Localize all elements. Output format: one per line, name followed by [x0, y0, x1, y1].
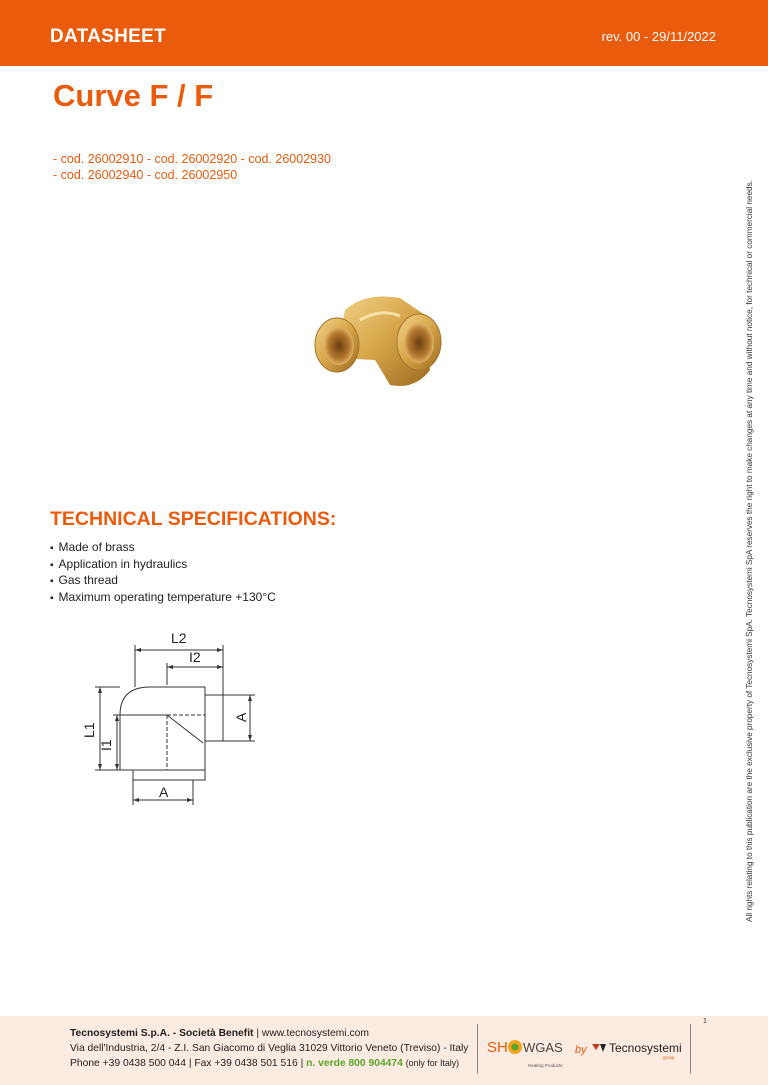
dimension-label: A — [233, 712, 249, 722]
datasheet-title: DATASHEET — [50, 26, 166, 47]
brass-elbow-image — [305, 290, 450, 400]
logo-by: by — [575, 1044, 587, 1056]
showgas-logo-text: WGAS — [523, 1040, 563, 1055]
website-link[interactable]: www.tecnosystemi.com — [261, 1028, 369, 1039]
revision-date: rev. 00 - 29/11/2022 — [601, 29, 716, 44]
dimension-label: A — [159, 784, 169, 800]
dimension-label: L2 — [171, 630, 187, 646]
fax-number: Fax +39 0438 501 516 — [194, 1058, 298, 1069]
product-title: Curve F / F — [53, 78, 214, 113]
separator: | — [185, 1058, 195, 1069]
specifications-list — [50, 540, 276, 606]
divider — [690, 1024, 691, 1074]
copyright-note: All rights relating to this publication are the exclusive property of Tecnosystemi SpA. Tecnosystemi SpA reserves the right to make changes at any time and without notice, for technical or commercial needs. — [745, 180, 754, 922]
toll-free-number: n. verde 800 904474 — [306, 1058, 403, 1069]
specifications-title: TECHNICAL SPECIFICATIONS: — [50, 508, 337, 530]
dimension-label: I1 — [98, 739, 114, 751]
showgas-subtitle: Heating Products — [528, 1063, 563, 1068]
list-item: ▪ Application in hydraulics — [50, 557, 276, 574]
product-codes-line: - cod. 26002940 - cod. 26002950 — [53, 168, 238, 182]
separator: | — [253, 1028, 262, 1039]
dimension-label: L1 — [81, 722, 97, 738]
company-name: Tecnosystemi S.p.A. - Società Benefit — [70, 1028, 254, 1039]
footer-contact — [70, 1026, 468, 1071]
list-item: ▪ Maximum operating temperature +130°C — [50, 590, 276, 607]
footer — [0, 1016, 768, 1085]
company-address: Via dell'Industria, 2/4 - Z.I. San Giacomo di Veglia 31029 Vittorio Veneto (Treviso) - Italy — [70, 1043, 469, 1054]
product-codes — [53, 151, 331, 183]
dimension-drawing — [75, 625, 270, 810]
dimension-label: I2 — [189, 649, 201, 665]
tecnosystemi-logo: Tecnosystemi — [609, 1041, 682, 1055]
header-bar — [0, 0, 768, 66]
list-item: ▪ Gas thread — [50, 573, 276, 590]
separator: | — [297, 1058, 307, 1069]
divider — [477, 1024, 478, 1074]
phone-number: Phone +39 0438 500 044 — [70, 1058, 186, 1069]
group-label: group — [663, 1055, 675, 1060]
page-number: 1 — [703, 1018, 707, 1025]
showgas-logo: SH — [487, 1039, 508, 1056]
brand-logos — [487, 1034, 687, 1074]
list-item: ▪ Made of brass — [50, 540, 276, 557]
product-codes-line: - cod. 26002910 - cod. 26002920 - cod. 26002930 — [53, 152, 331, 166]
toll-free-note: (only for Italy) — [405, 1058, 460, 1068]
